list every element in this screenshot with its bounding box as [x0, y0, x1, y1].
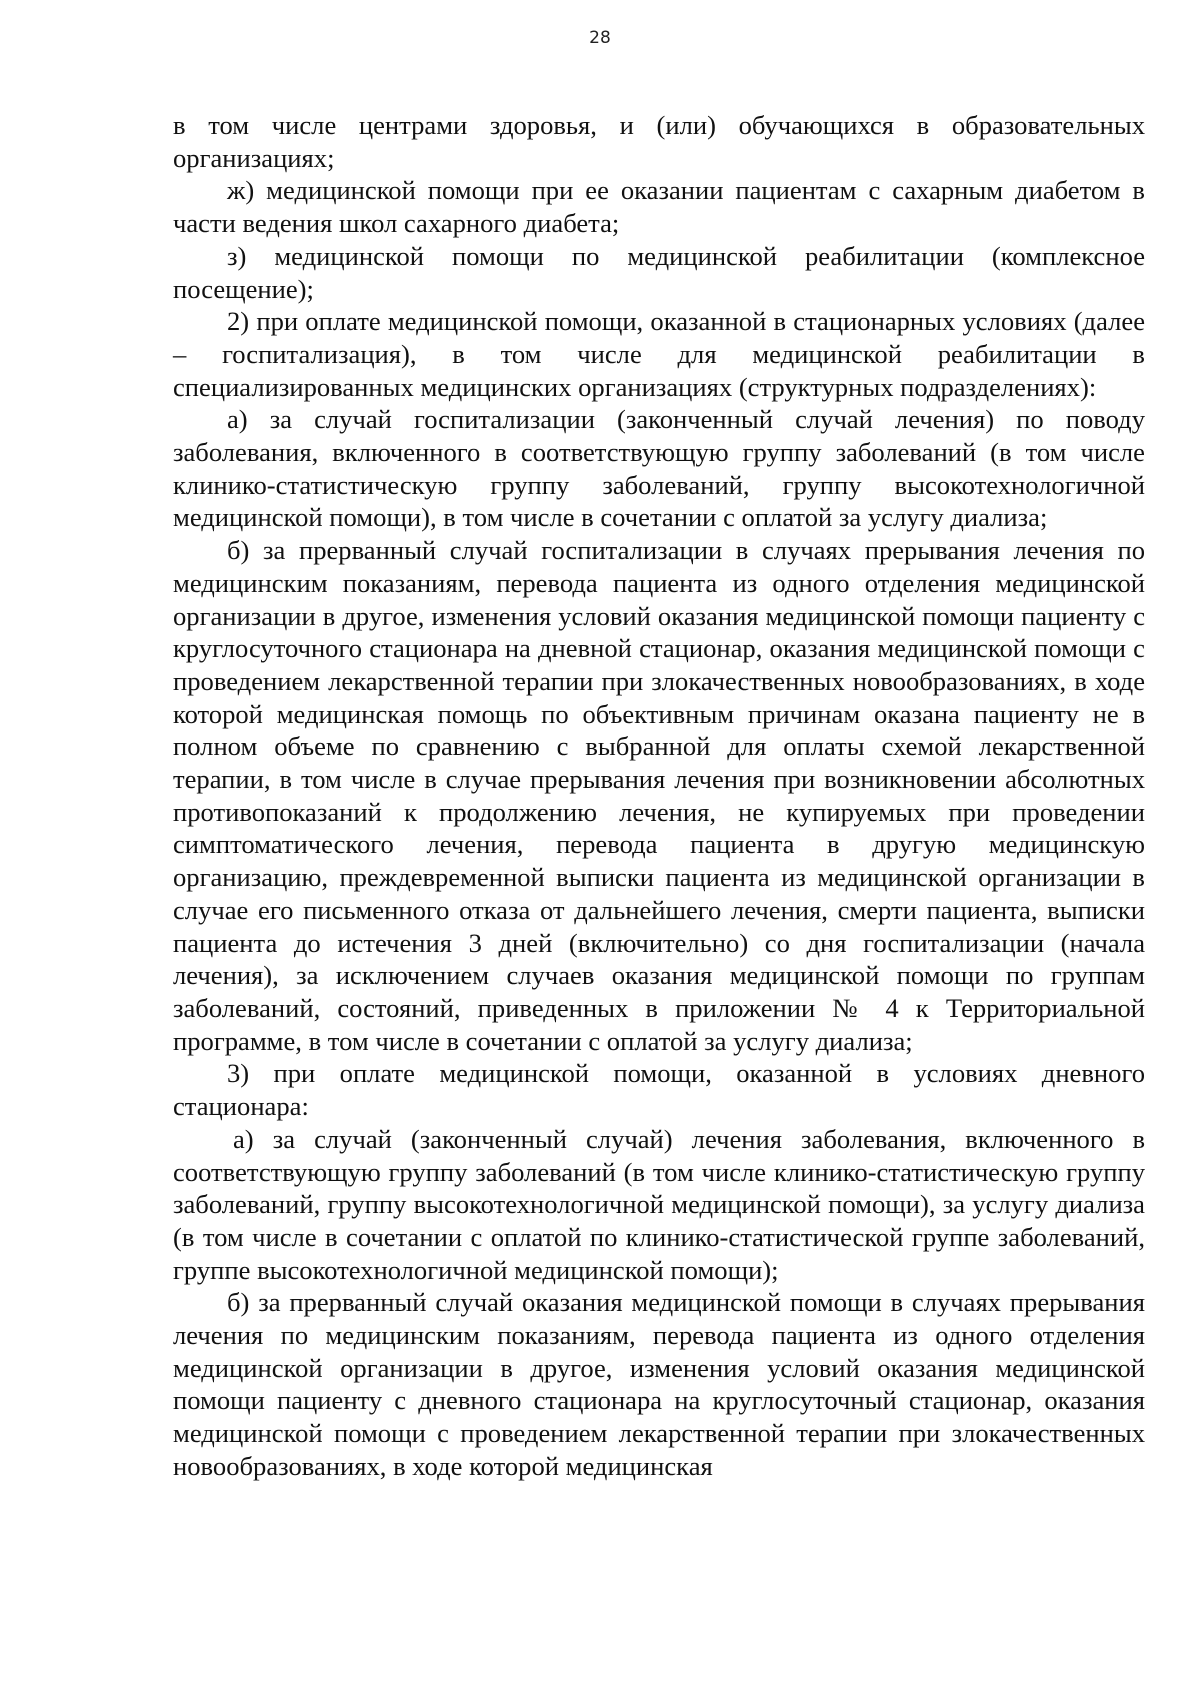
paragraph-item-3: 3) при оплате медицинской помощи, оказанной в условиях дневного стационара: [173, 1058, 1145, 1122]
page-number: 28 [589, 28, 611, 48]
paragraph-item-2a: а) за случай госпитализации (законченный случай лечения) по поводу заболевания, включенного в соответствующую группу заболеваний (в том числе клинико-статистическую группу заболеваний, группу высокотехнологичной медицинской помощи), в том числе в сочетании с оплатой за услугу диализа; [173, 404, 1145, 533]
paragraph-item-3a: а) за случай (законченный случай) лечения заболевания, включенного в соответствующую группу заболеваний (в том числе клинико-статистическую группу заболеваний, группу высокотехнологичной медицинской помощи), за услугу диализа (в том числе в сочетании с оплатой по клинико-статистической группе заболеваний, группе высокотехнологичной медицинской помощи); [173, 1123, 1145, 1285]
paragraph-item-2: 2) при оплате медицинской помощи, оказанной в стационарных условиях (далее – госпитализация), в том числе для медицинской реабилитации в специализированных медицинских организациях (структурных подразделениях): [173, 306, 1145, 402]
paragraph-item-zh: ж) медицинской помощи при ее оказании пациентам с сахарным диабетом в части ведения школ сахарного диабета; [173, 175, 1145, 239]
paragraph-item-2b: б) за прерванный случай госпитализации в случаях прерывания лечения по медицинским показаниям, перевода пациента из одного отделения медицинской организации в другое, изменения условий оказания медицинской помощи пациенту с круглосуточного стационара на дневной стационар, оказания медицинской помощи с проведением лекарственной терапии при злокачественных новообразованиях, в ходе которой медицинская помощь по объективным причинам оказана пациенту не в полном объеме по сравнению с выбранной для оплаты схемой лекарственной терапии, в том числе в случае прерывания лечения при возникновении абсолютных противопоказаний к продолжению лечения, не купируемых при проведении симптоматического лечения, перевода пациента в другую медицинскую организацию, преждевременной выписки пациента из медицинской организации в случае его письменного отказа от дальнейшего лечения, смерти пациента, выписки пациента до истечения 3 дней (включительно) со дня госпитализации (начала лечения), за исключением случаев оказания медицинской помощи по группам заболеваний, состояний, приведенных в приложении № 4 к Территориальной программе, в том числе в сочетании с оплатой за услугу диализа; [173, 535, 1145, 1056]
paragraph-continuation: в том числе центрами здоровья, и (или) обучающихся в образовательных организациях; [173, 110, 1145, 173]
paragraph-item-z: з) медицинской помощи по медицинской реабилитации (комплексное посещение); [173, 240, 1145, 304]
document-text-body [173, 109, 1145, 1483]
paragraph-item-3b: б) за прерванный случай оказания медицинской помощи в случаях прерывания лечения по медицинским показаниям, перевода пациента из одного отделения медицинской организации в другое, изменения условий оказания медицинской помощи пациенту с дневного стационара на круглосуточный стационар, оказания медицинской помощи с проведением лекарственной терапии при злокачественных новообразованиях, в ходе которой медицинская [173, 1287, 1145, 1481]
